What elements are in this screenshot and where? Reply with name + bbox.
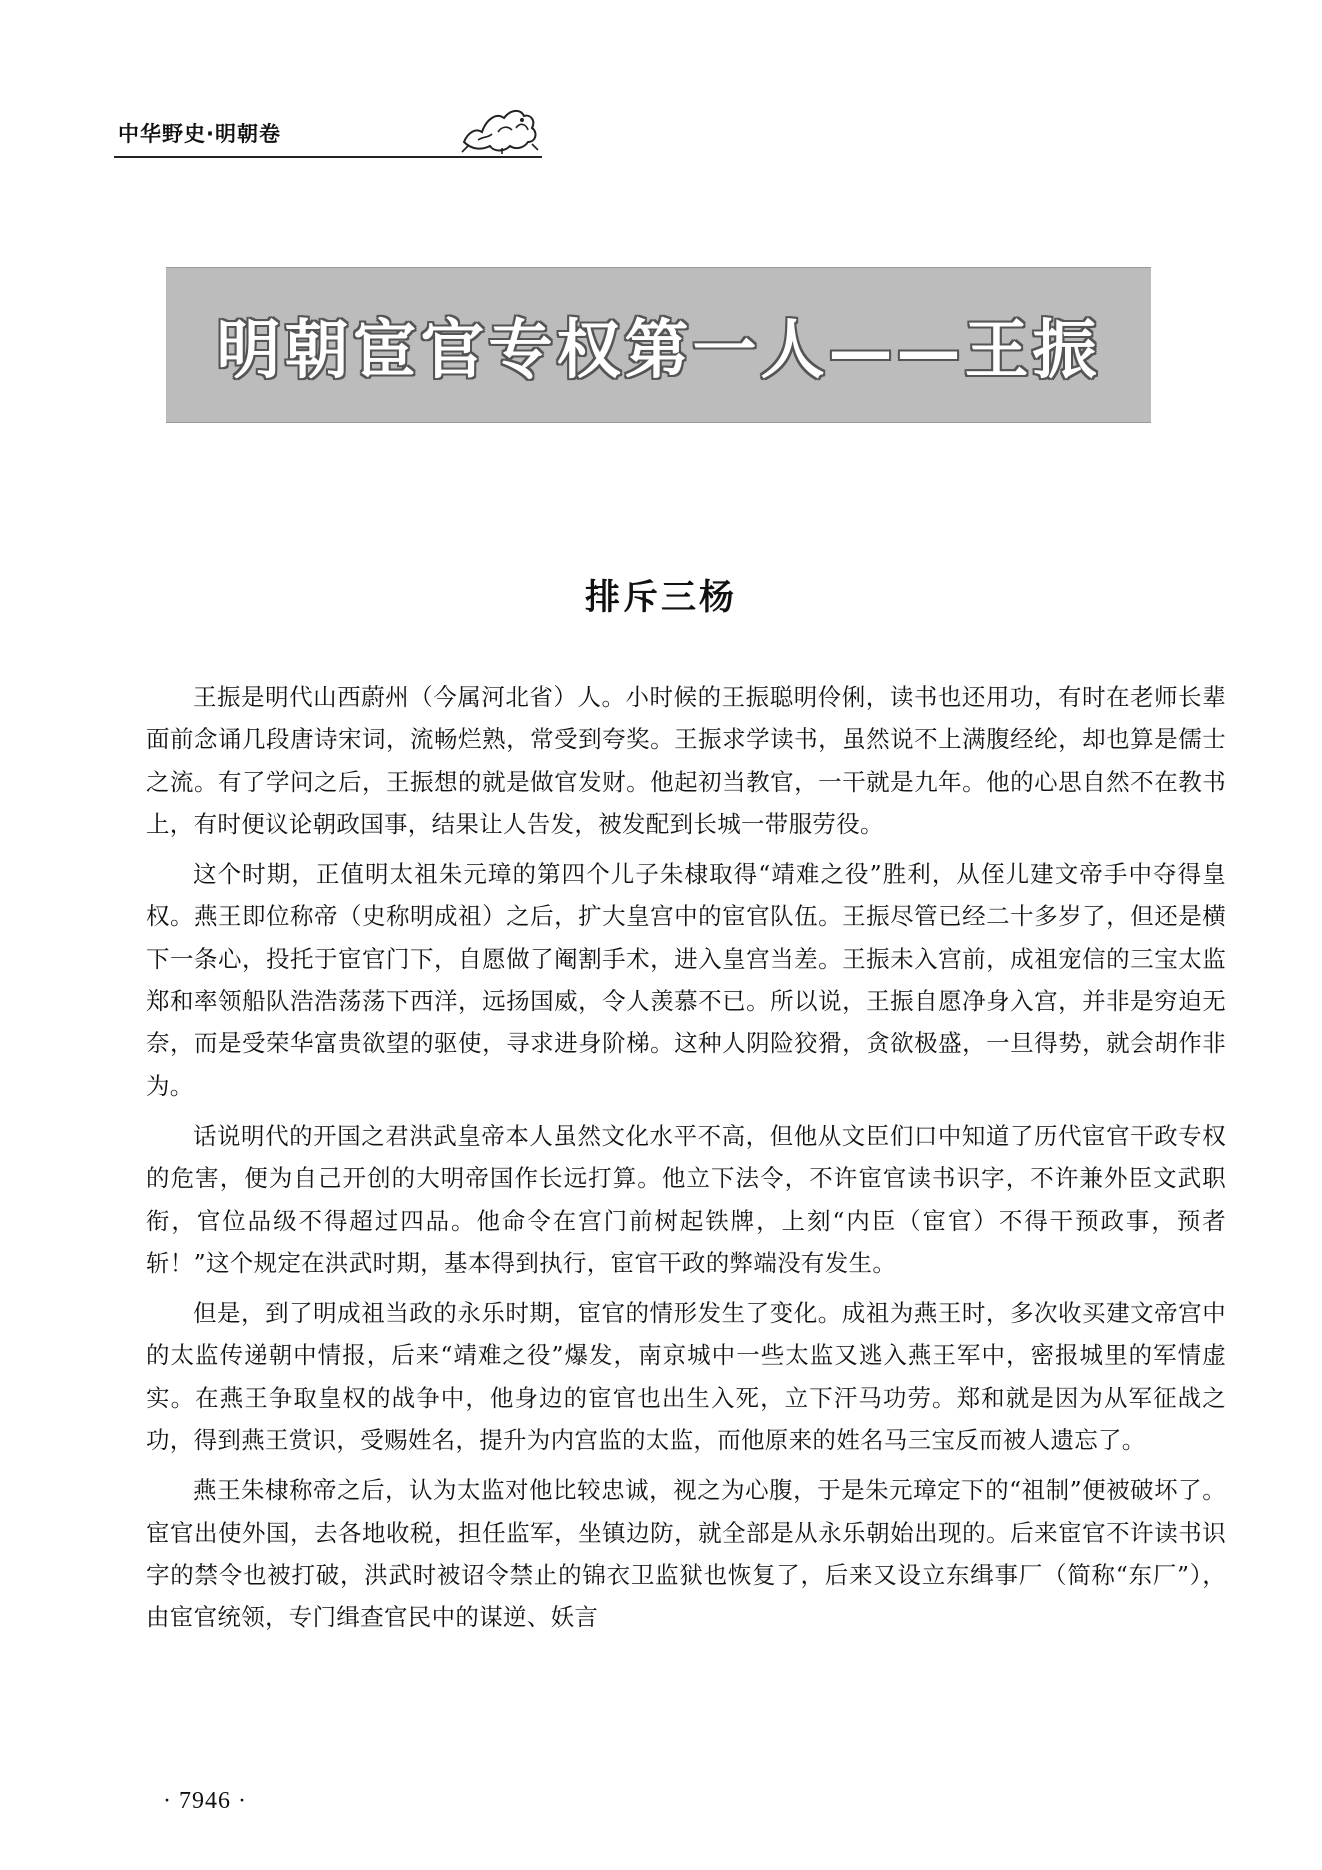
paragraph: 这个时期，正值明太祖朱元璋的第四个儿子朱棣取得“靖难之役”胜利，从侄儿建文帝手中夺得皇权。燕王即位称帝（史称明成祖）之后，扩大皇宫中的宦官队伍。王振尽管已经二十多岁了，但还是横下一条心，投托于宦官门下，自愿做了阉割手术，进入皇宫当差。王振未入宫前，成祖宠信的三宝太监郑和率领船队浩浩荡荡下西洋，远扬国威，令人羡慕不已。所以说，王振自愿净身入宫，并非是穷迫无奈，而是受荣华富贵欲望的驱使，寻求进身阶梯。这种人阴险狡猾，贪欲极盛，一旦得势，就会胡作非为。 xyxy=(146,860,1226,1100)
page-number: · 7946 · xyxy=(163,1788,247,1814)
chapter-title-banner xyxy=(166,267,1151,423)
section-heading: 排斥三杨 xyxy=(584,578,737,618)
header-rule xyxy=(114,156,542,158)
body-text xyxy=(146,676,1226,1647)
chapter-title: 明朝宦官专权第一人——王振 xyxy=(216,313,1101,388)
paragraph: 话说明代的开国之君洪武皇帝本人虽然文化水平不高，但他从文臣们口中知道了历代宦官干政专权的危害，便为自己开创的大明帝国作长远打算。他立下法令，不许宦官读书识字，不许兼外臣文武职衔，官位品级不得超过四品。他命令在宫门前树起铁牌，上刻“内臣（宦官）不得干预政事，预者斩！”这个规定在洪武时期，基本得到执行，宦官干政的弊端没有发生。 xyxy=(146,1121,1226,1277)
paragraph: 但是，到了明成祖当政的永乐时期，宦官的情形发生了变化。成祖为燕王时，多次收买建文帝宫中的太监传递朝中情报，后来“靖难之役”爆发，南京城中一些太监又逃入燕王军中，密报城里的军情虚实。在燕王争取皇权的战争中，他身边的宦官也出生入死，立下汗马功劳。郑和就是因为从军征战之功，得到燕王赏识，受赐姓名，提升为内宫监的太监，而他原来的姓名马三宝反而被人遗忘了。 xyxy=(146,1299,1226,1455)
paragraph: 燕王朱棣称帝之后，认为太监对他比较忠诚，视之为心腹，于是朱元璋定下的“祖制”便被破坏了。宦官出使外国，去各地收税，担任监军，坐镇边防，就全部是从永乐朝始出现的。后来宦官不许读书识字的禁令也被打破，洪武时被诏令禁止的锦衣卫监狱也恢复了，后来又设立东缉事厂（简称“东厂”），由宦官统领，专门缉查官民中的谋逆、妖言 xyxy=(146,1476,1226,1632)
running-title: 中华野史·明朝卷 xyxy=(118,122,281,146)
dragon-ornament-icon xyxy=(458,102,542,154)
paragraph: 王振是明代山西蔚州（今属河北省）人。小时候的王振聪明伶俐，读书也还用功，有时在老师长辈面前念诵几段唐诗宋词，流畅烂熟，常受到夸奖。王振求学读书，虽然说不上满腹经纶，却也算是儒士之流。有了学问之后，王振想的就是做官发财。他起初当教官，一干就是九年。他的心思自然不在教书上，有时便议论朝政国事，结果让人告发，被发配到长城一带服劳役。 xyxy=(146,683,1226,838)
